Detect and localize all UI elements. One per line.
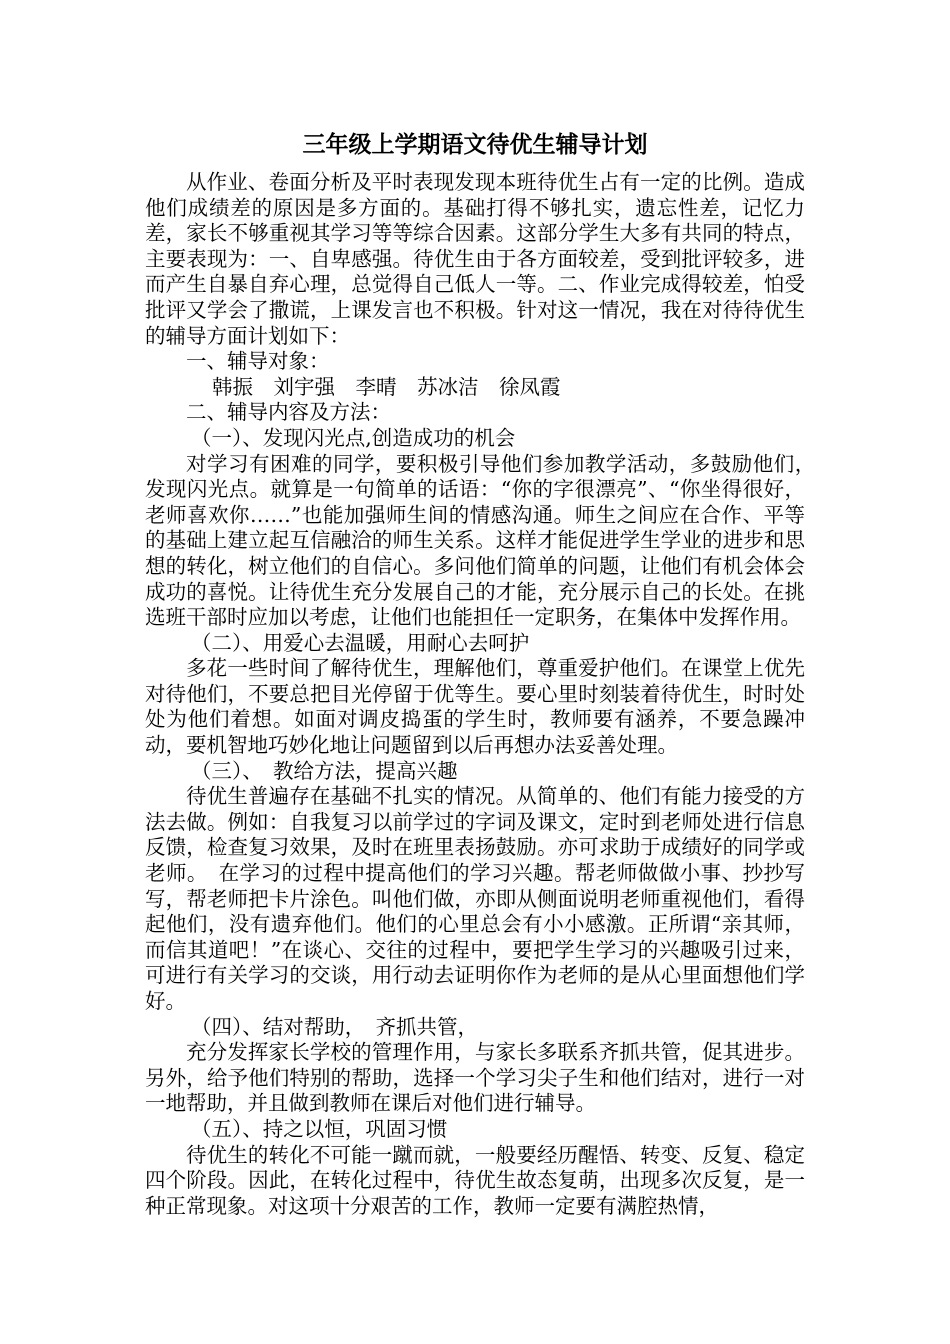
subheading-1: （一）、发现闪光点,创造成功的机会 [191, 425, 516, 450]
document-title: 三年级上学期语文待优生辅导计划 [302, 132, 648, 158]
subheading-2: （二）、用爱心去温暖，用耐心去呵护 [191, 630, 530, 655]
intro-paragraph: 从作业、卷面分析及平时表现发现本班待优生占有一定的比例。造成他们成绩差的原因是多方面的。基础打得不够扎实，遗忘性差，记忆力差，家长不够重视其学习等等综合因素。这部分学生大多有共同的特点，主要表现为：一、自卑感强。待优生由于各方面较差，受到批评较多，进而产生自暴自弃心理，总觉得自己低人一等。二、作业完成得较差，怕受批评又学会了撒谎，上课发言也不积极。针对这一情况，我在对待待优生的辅导方面计划如下： [145, 170, 805, 348]
paragraph-3: 待优生普遍存在基础不扎实的情况。从简单的、他们有能力接受的方法去做。例如：自我复习以前学过的字词及课文，定时到老师处进行信息反馈，检查复习效果，及时在班里表扬鼓励。亦可求助于成绩好的同学或老师。 在学习的过程中提高他们的学习兴趣。帮老师做做小事、抄抄写写，帮老师把卡片涂色。叫他们做，亦即从侧面说明老师重视他们，看得起他们，没有遗弃他们。他们的心里总会有小小感激。正所谓“亲其师，而信其道吧！”在谈心、交往的过程中，要把学生学习的兴趣吸引过来，可进行有关学习的交谈，用行动去证明你作为老师的是从心里面想他们学好。 [145, 784, 805, 1013]
document-page [145, 130, 826, 1219]
paragraph-4: 充分发挥家长学校的管理作用，与家长多联系齐抓共管，促其进步。另外，给予他们特别的帮助，选择一个学习尖子生和他们结对，进行一对一地帮助，并且做到教师在课后对他们进行辅导。 [145, 1040, 805, 1116]
student-names: 韩振 刘宇强 李晴 苏冰洁 徐凤霞 [212, 374, 561, 399]
section-heading-methods: 二、辅导内容及方法： [186, 400, 391, 425]
paragraph-5: 待优生的转化不可能一蹴而就，一般要经历醒悟、转变、反复、稳定四个阶段。因此，在转化过程中，待优生故态复萌，出现多次反复，是一种正常现象。对这项十分艰苦的工作，教师一定要有满腔热情， [145, 1142, 805, 1218]
subheading-5: （五）、持之以恒，巩固习惯 [191, 1116, 448, 1141]
subheading-3: （三）、 教给方法，提高兴趣 [191, 758, 458, 783]
paragraph-1: 对学习有困难的同学，要积极引导他们参加教学活动，多鼓励他们， 发现闪光点。就算是一句简单的话语：“你的字很漂亮”、“你坐得很好，老师喜欢你……”也能加强师生间的情感沟通。师生之间应在合作、平等的基础上建立起互信融洽的师生关系。这样才能促进学生学业的进步和思想的转化，树立他们的自信心。多问他们简单的问题，让他们有机会体会成功的喜悦。让待优生充分发展自己的才能，充分展示自己的长处。在挑选班干部时应加以考虑，让他们也能担任一定职务，在集体中发挥作用。 [145, 451, 826, 630]
subheading-4: （四）、结对帮助， 齐抓共管， [191, 1014, 478, 1039]
section-heading-targets: 一、辅导对象： [186, 349, 330, 374]
paragraph-2: 多花一些时间了解待优生，理解他们，尊重爱护他们。在课堂上优先对待他们，不要总把目光停留于优等生。要心里时刻装着待优生，时时处处为他们着想。如面对调皮捣蛋的学生时，教师要有涵养，不要急躁冲动，要机智地巧妙化地让问题留到以后再想办法妥善处理。 [145, 656, 805, 758]
